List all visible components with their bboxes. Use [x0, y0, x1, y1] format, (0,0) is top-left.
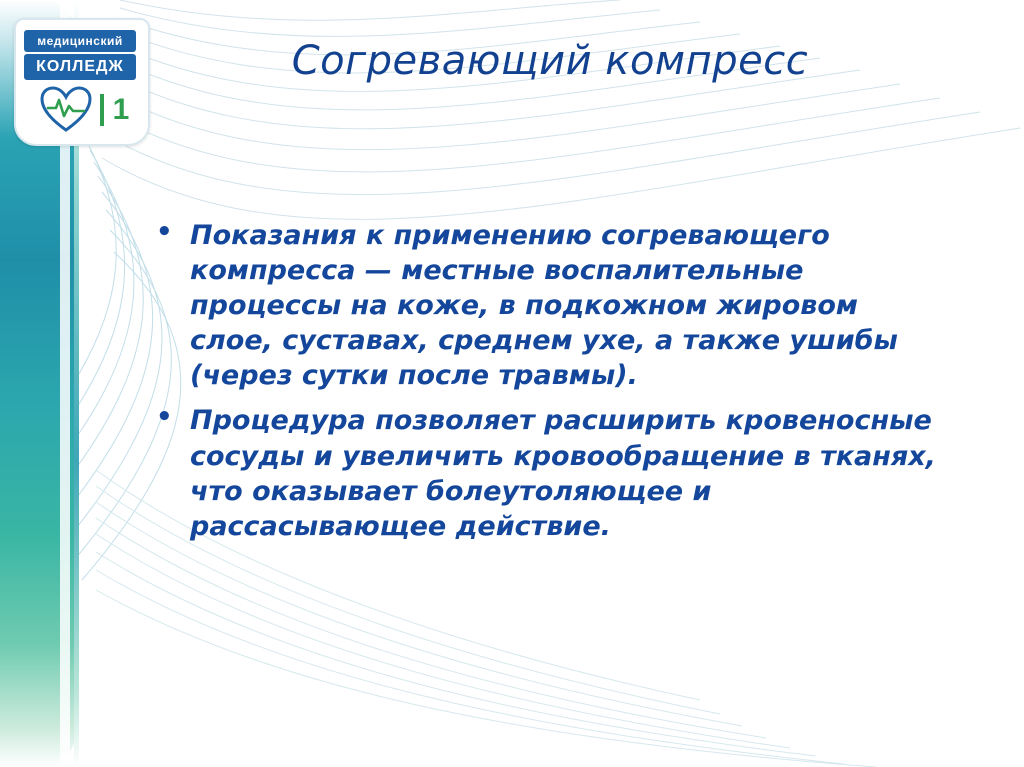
list-item: • Показания к применению согревающего компресса — местные воспалительные процессы на коже, в подкожном жировом слое, суставах, среднем ухе, а также ушибы (через сутки после травмы). — [148, 218, 938, 393]
logo-number-bar — [100, 94, 104, 126]
bullet-list — [148, 218, 938, 544]
logo-line2: КОЛЛЕДЖ — [24, 54, 136, 80]
list-item: • Процедура позволяет расширить кровеносные сосуды и увеличить кровообращение в тканях, что оказывает болеутоляющее и рассасывающее действие. — [148, 403, 938, 543]
logo-number-text: 1 — [112, 93, 130, 126]
heart-with-pulse-icon — [40, 86, 92, 132]
page-title: Согревающий компресс — [291, 38, 809, 84]
college-logo — [14, 18, 152, 146]
logo-number — [104, 90, 138, 130]
slide-content — [148, 218, 938, 554]
logo-line1: медицинский — [24, 30, 136, 52]
